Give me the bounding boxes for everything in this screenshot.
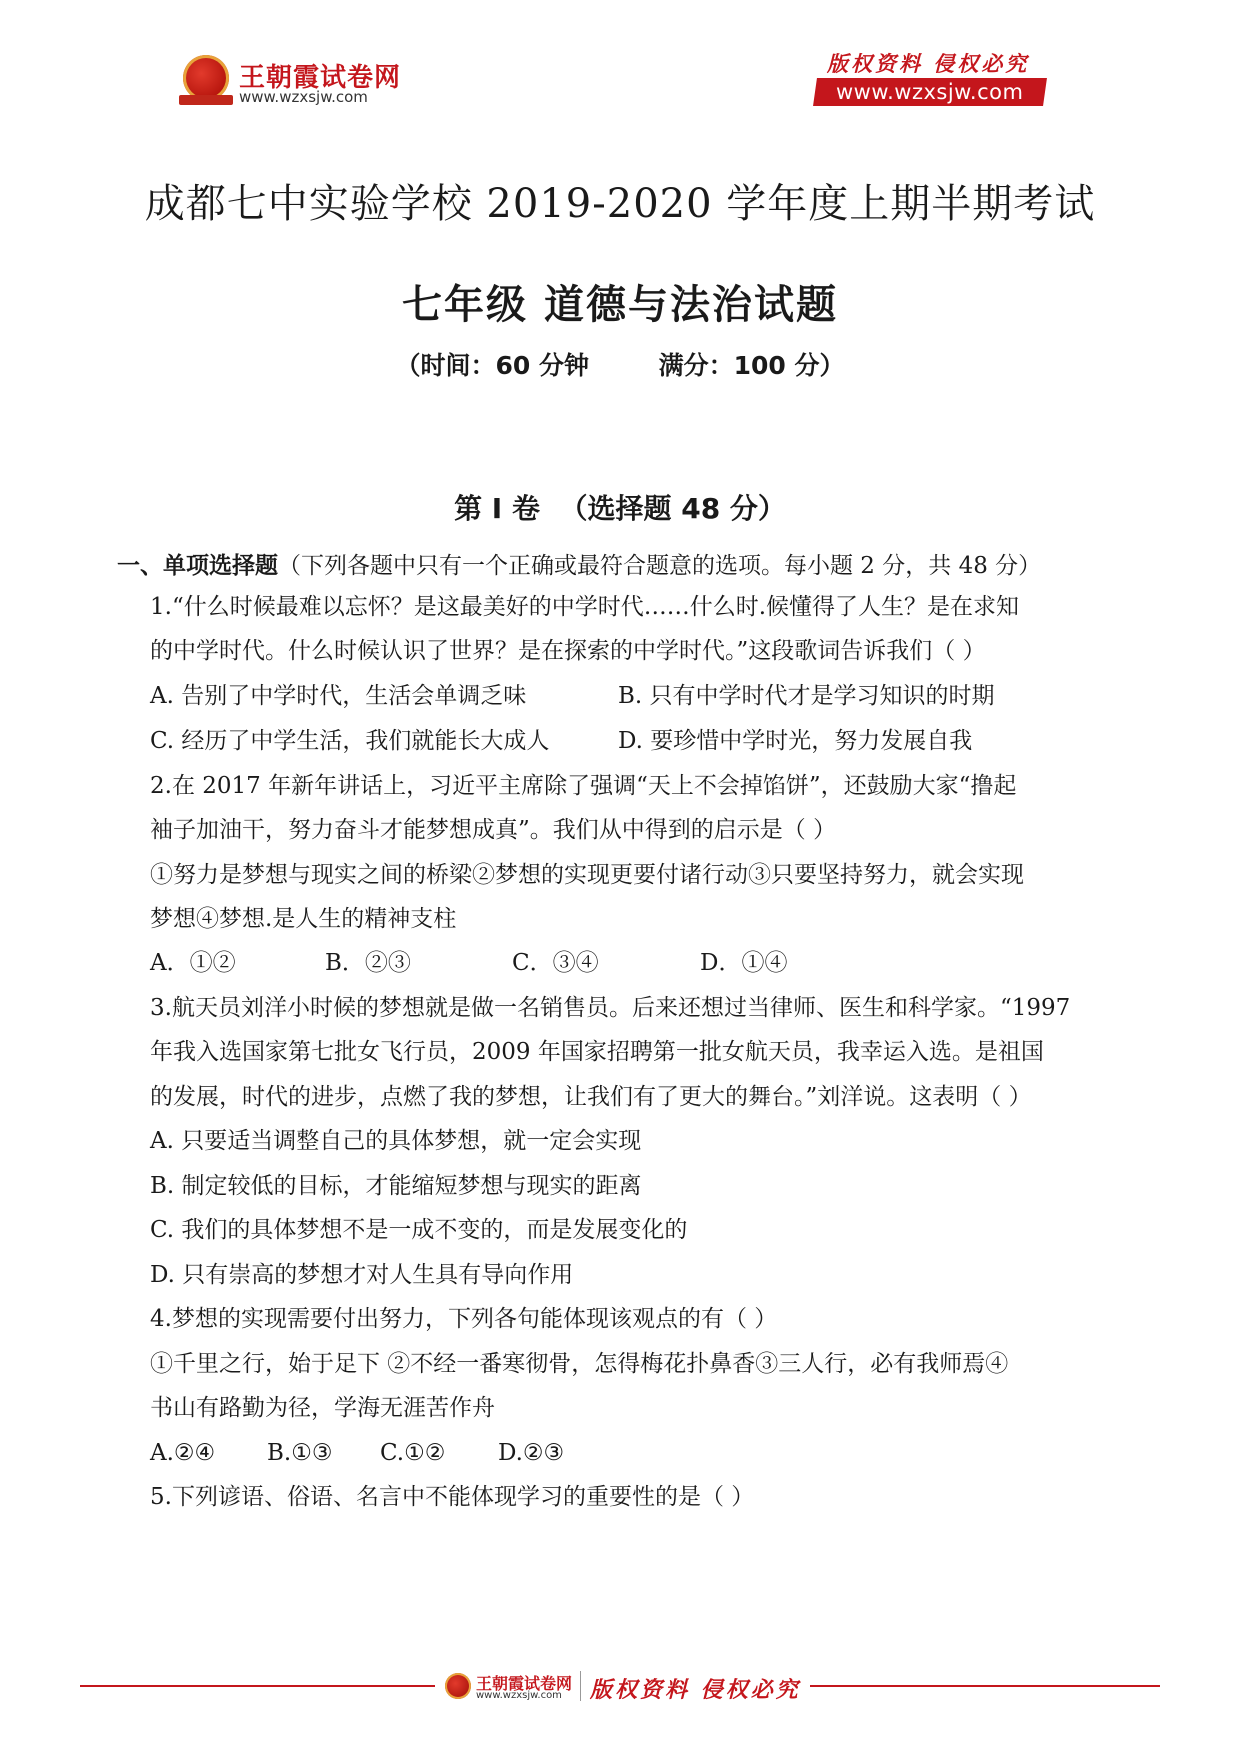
footer-seal-icon (445, 1673, 471, 1699)
q2-option-d: D．①④ (700, 950, 788, 976)
seal-ribbon (179, 95, 233, 105)
q4-option-d: D.②③ (498, 1440, 565, 1466)
q4-option-b: B.①③ (267, 1440, 333, 1466)
q4-stem-line-1: 4.梦想的实现需要付出努力，下列各句能体现该观点的有（ ） (150, 1306, 778, 1332)
q4-stem-line-2: ①千里之行，始于足下 ②不经一番寒彻骨，怎得梅花扑鼻香③三人行，必有我师焉④ (150, 1351, 1009, 1377)
q2-stem-line-4: 梦想④梦想.是人生的精神支柱 (150, 906, 457, 932)
brand-name: 王朝霞试卷网 (239, 63, 402, 93)
copyright-slogan: 版权资料 侵权必究 (827, 51, 1030, 76)
q2-option-b: B．②③ (325, 950, 411, 976)
q1-stem-line-1: 1.“什么时候最难以忘怀？是这最美好的中学时代……什么时.候懂得了人生？是在求知 (150, 594, 1020, 620)
q2-stem-line-1: 2.在 2017 年新年讲话上，习近平主席除了强调“天上不会掉馅饼”，还鼓励大家“撸起 (150, 773, 1017, 799)
footer-divider (580, 1671, 581, 1701)
exam-subtitle: 七年级 道德与法治试题 (402, 282, 838, 328)
q4-option-c: C.①② (380, 1440, 446, 1466)
q1-option-d: D. 要珍惜中学时光，努力发展自我 (618, 728, 973, 754)
exam-info: （时间：60 分钟 满分：100 分） (395, 351, 845, 380)
q1-option-c: C. 经历了中学生活，我们就能长大成人 (150, 728, 550, 754)
footer-brand-url: www.wzxsjw.com (476, 1690, 562, 1701)
footer-slogan: 版权资料 侵权必究 (590, 1677, 801, 1703)
q3-stem-line-2: 年我入选国家第七批女飞行员，2009 年国家招聘第一批女航天员，我幸运入选。是祖国 (150, 1039, 1044, 1065)
q2-stem-line-3: ①努力是梦想与现实之间的桥梁②梦想的实现更要付诸行动③只要坚持努力，就会实现 (150, 862, 1024, 888)
q2-stem-line-2: 袖子加油干，努力奋斗才能梦想成真”。我们从中得到的启示是（ ） (150, 817, 837, 843)
q3-option-b: B. 制定较低的目标，才能缩短梦想与现实的距离 (150, 1173, 642, 1199)
page-footer (80, 1665, 1160, 1705)
q1-option-a: A. 告别了中学时代，生活会单调乏味 (150, 683, 527, 709)
q3-stem-line-1: 3.航天员刘洋小时候的梦想就是做一名销售员。后来还想过当律师、医生和科学家。“1997 (150, 995, 1071, 1021)
copyright-url: www.wzxsjw.com (836, 80, 1024, 104)
footer-rule-right (810, 1685, 1160, 1687)
section-title: 第 I 卷 （选择题 48 分） (454, 492, 786, 525)
q2-option-c: C．③④ (512, 950, 599, 976)
exam-title: 成都七中实验学校 2019-2020 学年度上期半期考试 (144, 181, 1096, 227)
q1-option-b: B. 只有中学时代才是学习知识的时期 (618, 683, 995, 709)
q1-stem-line-2: 的中学时代。什么时候认识了世界？是在探索的中学时代。”这段歌词告诉我们（ ） (150, 638, 986, 664)
copyright-banner (815, 48, 1045, 110)
q4-stem-line-3: 书山有路勤为径，学海无涯苦作舟 (150, 1395, 495, 1421)
site-logo (183, 55, 503, 115)
q3-stem-line-3: 的发展，时代的进步，点燃了我的梦想，让我们有了更大的舞台。”刘洋说。这表明（ ） (150, 1084, 1032, 1110)
footer-brand-name: 王朝霞试卷网 (476, 1674, 573, 1693)
copyright-url-bar (813, 78, 1047, 106)
q3-option-c: C. 我们的具体梦想不是一成不变的，而是发展变化的 (150, 1217, 688, 1243)
q3-option-d: D. 只有崇高的梦想才对人生具有导向作用 (150, 1262, 574, 1288)
q5-stem-line-1: 5.下列谚语、俗语、名言中不能体现学习的重要性的是（ ） (150, 1484, 755, 1510)
part-note: （下列各题中只有一个正确或最符合题意的选项。每小题 2 分，共 48 分） (278, 553, 1042, 579)
q2-option-a: A．①② (150, 950, 236, 976)
q3-option-a: A. 只要适当调整自己的具体梦想，就一定会实现 (150, 1128, 642, 1154)
brand-url: www.wzxsjw.com (239, 88, 368, 106)
part-label: 一、单项选择题 (117, 553, 278, 579)
q4-option-a: A.②④ (150, 1440, 216, 1466)
part-heading (117, 547, 1041, 580)
footer-rule-left (80, 1685, 435, 1687)
